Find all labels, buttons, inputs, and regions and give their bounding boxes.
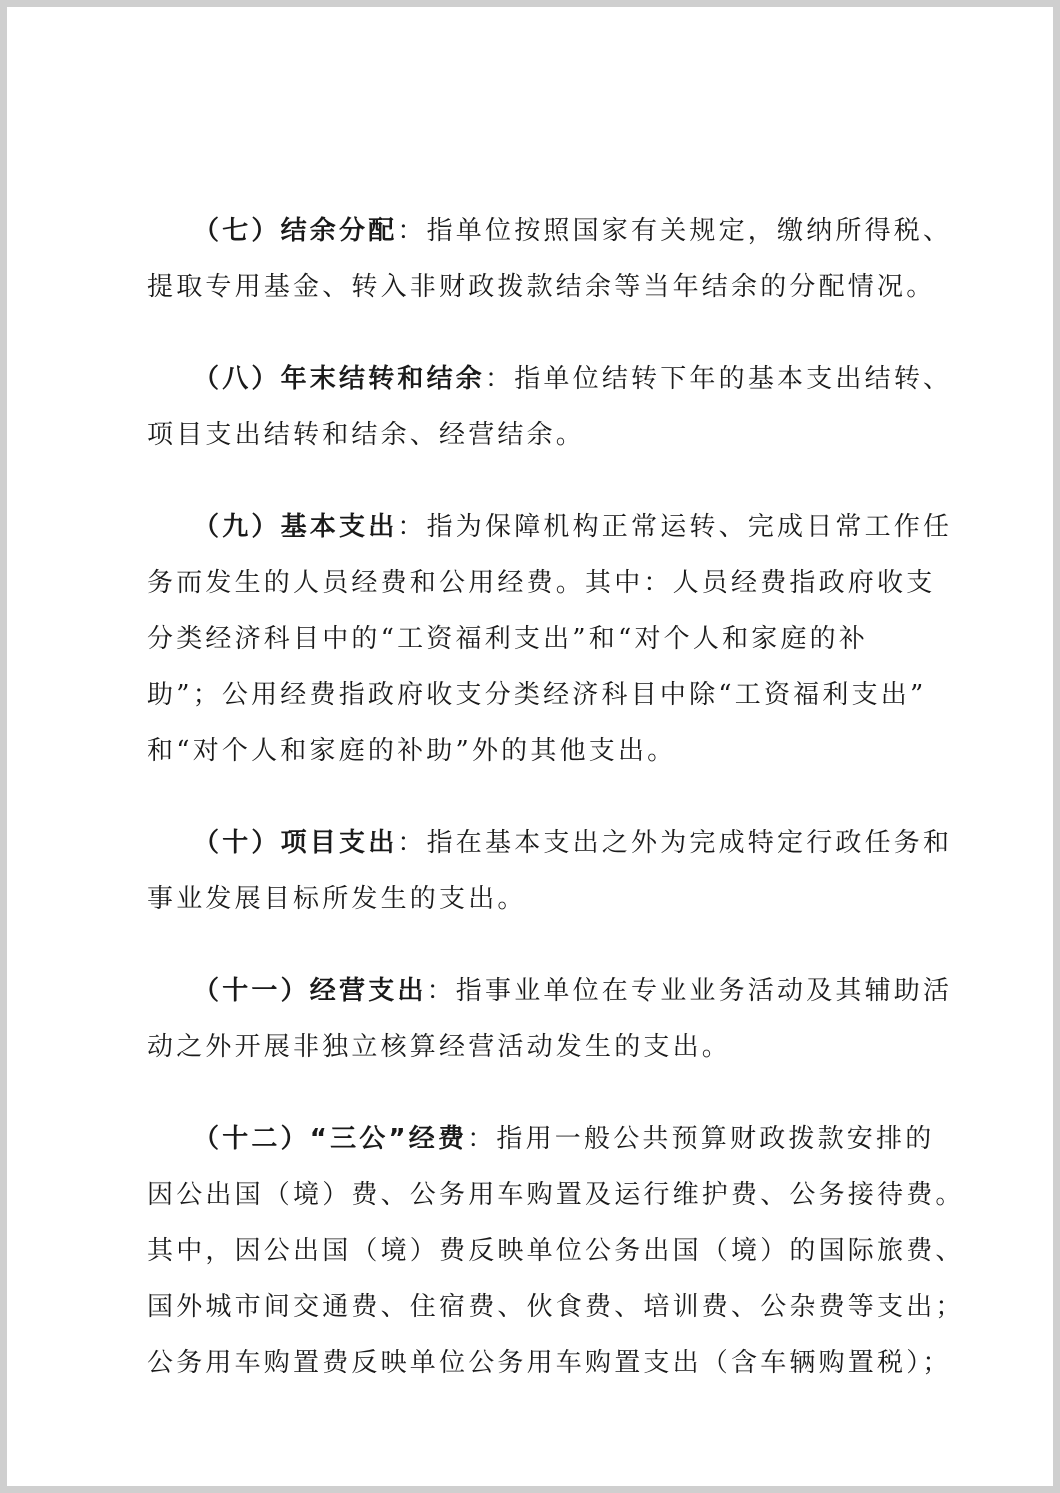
paragraph-first-line xyxy=(147,815,957,871)
paragraph-line: 提取专用基金、转入非财政拨款结余等当年结余的分配情况。 xyxy=(147,272,936,302)
term-heading: （十一）经营支出 xyxy=(193,976,427,1006)
document-body xyxy=(147,203,965,1427)
paragraph-first-line xyxy=(147,499,957,555)
definition-text: ：指用一般公共预算财政拨款安排的 xyxy=(467,1124,935,1154)
definition-text: ：指单位结转下年的基本支出结转、 xyxy=(485,364,953,394)
paragraph-line: 和“对个人和家庭的补助”外的其他支出。 xyxy=(147,736,677,766)
paragraph-first-line xyxy=(147,203,957,259)
definition-text: ：指在基本支出之外为完成特定行政任务和 xyxy=(397,828,953,858)
paragraph-line: 项目支出结转和结余、经营结余。 xyxy=(147,420,586,450)
paragraph-line: 助”；公用经费指政府收支分类经济科目中除“工资福利支出” xyxy=(147,680,927,710)
paragraph-line: 因公出国（境）费、公务用车购置及运行维护费、公务接待费。 xyxy=(147,1180,965,1210)
definition-text: ：指事业单位在专业业务活动及其辅助活 xyxy=(426,976,953,1006)
paragraph-year-end-carryover xyxy=(147,351,957,463)
paragraph-line: 公务用车购置费反映单位公务用车购置支出（含车辆购置税）； xyxy=(147,1348,952,1378)
definition-text: ：指单位按照国家有关规定，缴纳所得税、 xyxy=(397,216,953,246)
paragraph-first-line xyxy=(147,351,957,407)
paragraph-first-line xyxy=(147,1111,957,1167)
term-heading: （十二）“三公”经费 xyxy=(193,1124,468,1154)
paragraph-first-line xyxy=(147,963,957,1019)
definition-text: ：指为保障机构正常运转、完成日常工作任 xyxy=(397,512,953,542)
term-heading: （十）项目支出 xyxy=(193,828,398,858)
term-heading: （八）年末结转和结余 xyxy=(193,364,486,394)
term-heading: （七）结余分配 xyxy=(193,216,398,246)
paragraph-surplus-distribution xyxy=(147,203,957,315)
paragraph-line: 国外城市间交通费、住宿费、伙食费、培训费、公杂费等支出； xyxy=(147,1292,965,1322)
paragraph-line: 分类经济科目中的“工资福利支出”和“对个人和家庭的补 xyxy=(147,624,869,654)
paragraph-three-public-expenses xyxy=(147,1111,965,1391)
paragraph-project-expenditure xyxy=(147,815,957,927)
paragraph-line: 其中，因公出国（境）费反映单位公务出国（境）的国际旅费、 xyxy=(147,1236,965,1266)
term-heading: （九）基本支出 xyxy=(193,512,398,542)
paragraph-basic-expenditure xyxy=(147,499,957,779)
paragraph-line: 动之外开展非独立核算经营活动发生的支出。 xyxy=(147,1032,732,1062)
paragraph-line: 务而发生的人员经费和公用经费。其中：人员经费指政府收支 xyxy=(147,568,936,598)
paragraph-line: 事业发展目标所发生的支出。 xyxy=(147,884,527,914)
paragraph-operating-expenditure xyxy=(147,963,957,1075)
